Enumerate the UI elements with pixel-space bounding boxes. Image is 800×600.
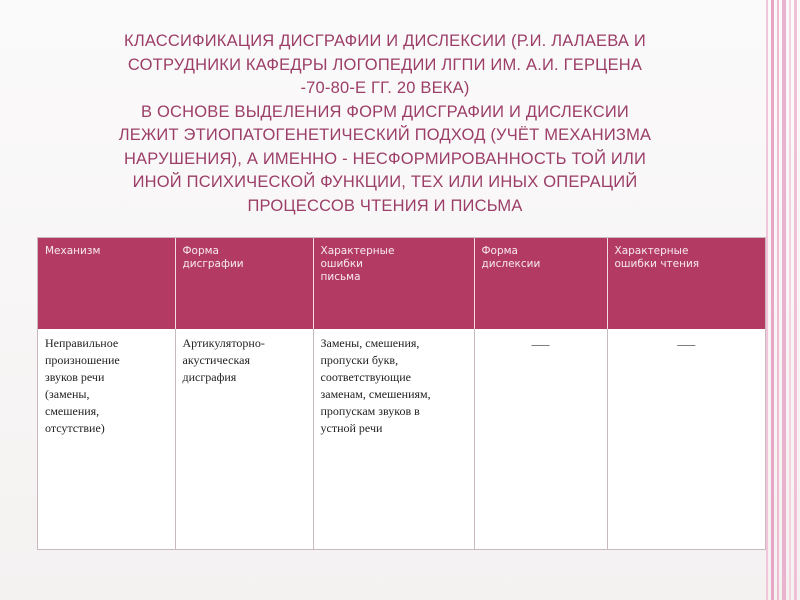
title-line: КЛАССИФИКАЦИЯ ДИСГРАФИИ И ДИСЛЕКСИИ (Р.И. ЛАЛАЕВА И: [124, 32, 646, 50]
cell-dysgraphia-form: [175, 329, 313, 549]
cell-text: Замены, смешения, пропуски букв, соответствующие заменам, смешениям, пропускам звуков в устной речи: [320, 336, 431, 435]
title-line: -70-80-Е ГГ. 20 ВЕКА): [300, 79, 470, 97]
header-label: Характерные ошибки письма: [320, 245, 395, 283]
header-label: Характерные ошибки чтения: [614, 245, 700, 270]
title-line: ИНОЙ ПСИХИЧЕСКОЙ ФУНКЦИИ, ТЕХ ИЛИ ИНЫХ ОПЕРАЦИЙ: [132, 173, 638, 191]
table-grid: [38, 238, 765, 549]
decorative-stripe: [789, 0, 791, 600]
cell-mechanism: [38, 329, 175, 549]
cell-writing-errors: [313, 329, 474, 549]
header-label: Механизм: [45, 245, 101, 257]
title-line: ЛЕЖИТ ЭТИОПАТОГЕНЕТИЧЕСКИЙ ПОДХОД (УЧЁТ МЕХАНИЗМА: [118, 126, 652, 144]
slide-title: [40, 30, 730, 218]
cell-text: Неправильное произношение звуков речи (замены, смешения, отсутствие): [45, 336, 120, 435]
title-line: НАРУШЕНИЯ), А ИМЕННО - НЕСФОРМИРОВАННОСТЬ ТОЙ ИЛИ: [123, 149, 647, 168]
table-row: [38, 329, 765, 549]
header-cell-dyslexia-form: [474, 238, 607, 329]
header-cell-mechanism: [38, 238, 175, 329]
header-cell-reading-errors: [607, 238, 765, 329]
header-cell-writing-errors: [313, 238, 474, 329]
cell-text: ___: [677, 333, 696, 347]
header-cell-dysgraphia-form: [175, 238, 313, 329]
title-line: В ОСНОВЕ ВЫДЕЛЕНИЯ ФОРМ ДИСГРАФИИ И ДИСЛЕКСИИ: [141, 102, 629, 121]
decorative-stripe: [771, 0, 774, 600]
header-label: Форма дислексии: [481, 245, 541, 270]
decorative-stripe: [766, 0, 768, 600]
decorative-stripe: [782, 0, 786, 600]
cell-reading-errors: [607, 329, 765, 549]
title-line: ПРОЦЕССОВ ЧТЕНИЯ И ПИСЬМА: [247, 196, 523, 215]
decorative-stripe: [794, 0, 797, 600]
cell-text: Артикуляторно- акустическая дисграфия: [182, 336, 265, 384]
cell-dyslexia-form: [474, 329, 607, 549]
table-header-row: [38, 238, 765, 329]
decorative-stripe: [777, 0, 779, 600]
header-label: Форма дисграфии: [182, 245, 244, 270]
classification-table: [37, 237, 766, 550]
cell-text: ___: [531, 333, 550, 347]
title-line: СОТРУДНИКИ КАФЕДРЫ ЛОГОПЕДИИ ЛГПИ ИМ. А.И. ГЕРЦЕНА: [127, 55, 643, 74]
